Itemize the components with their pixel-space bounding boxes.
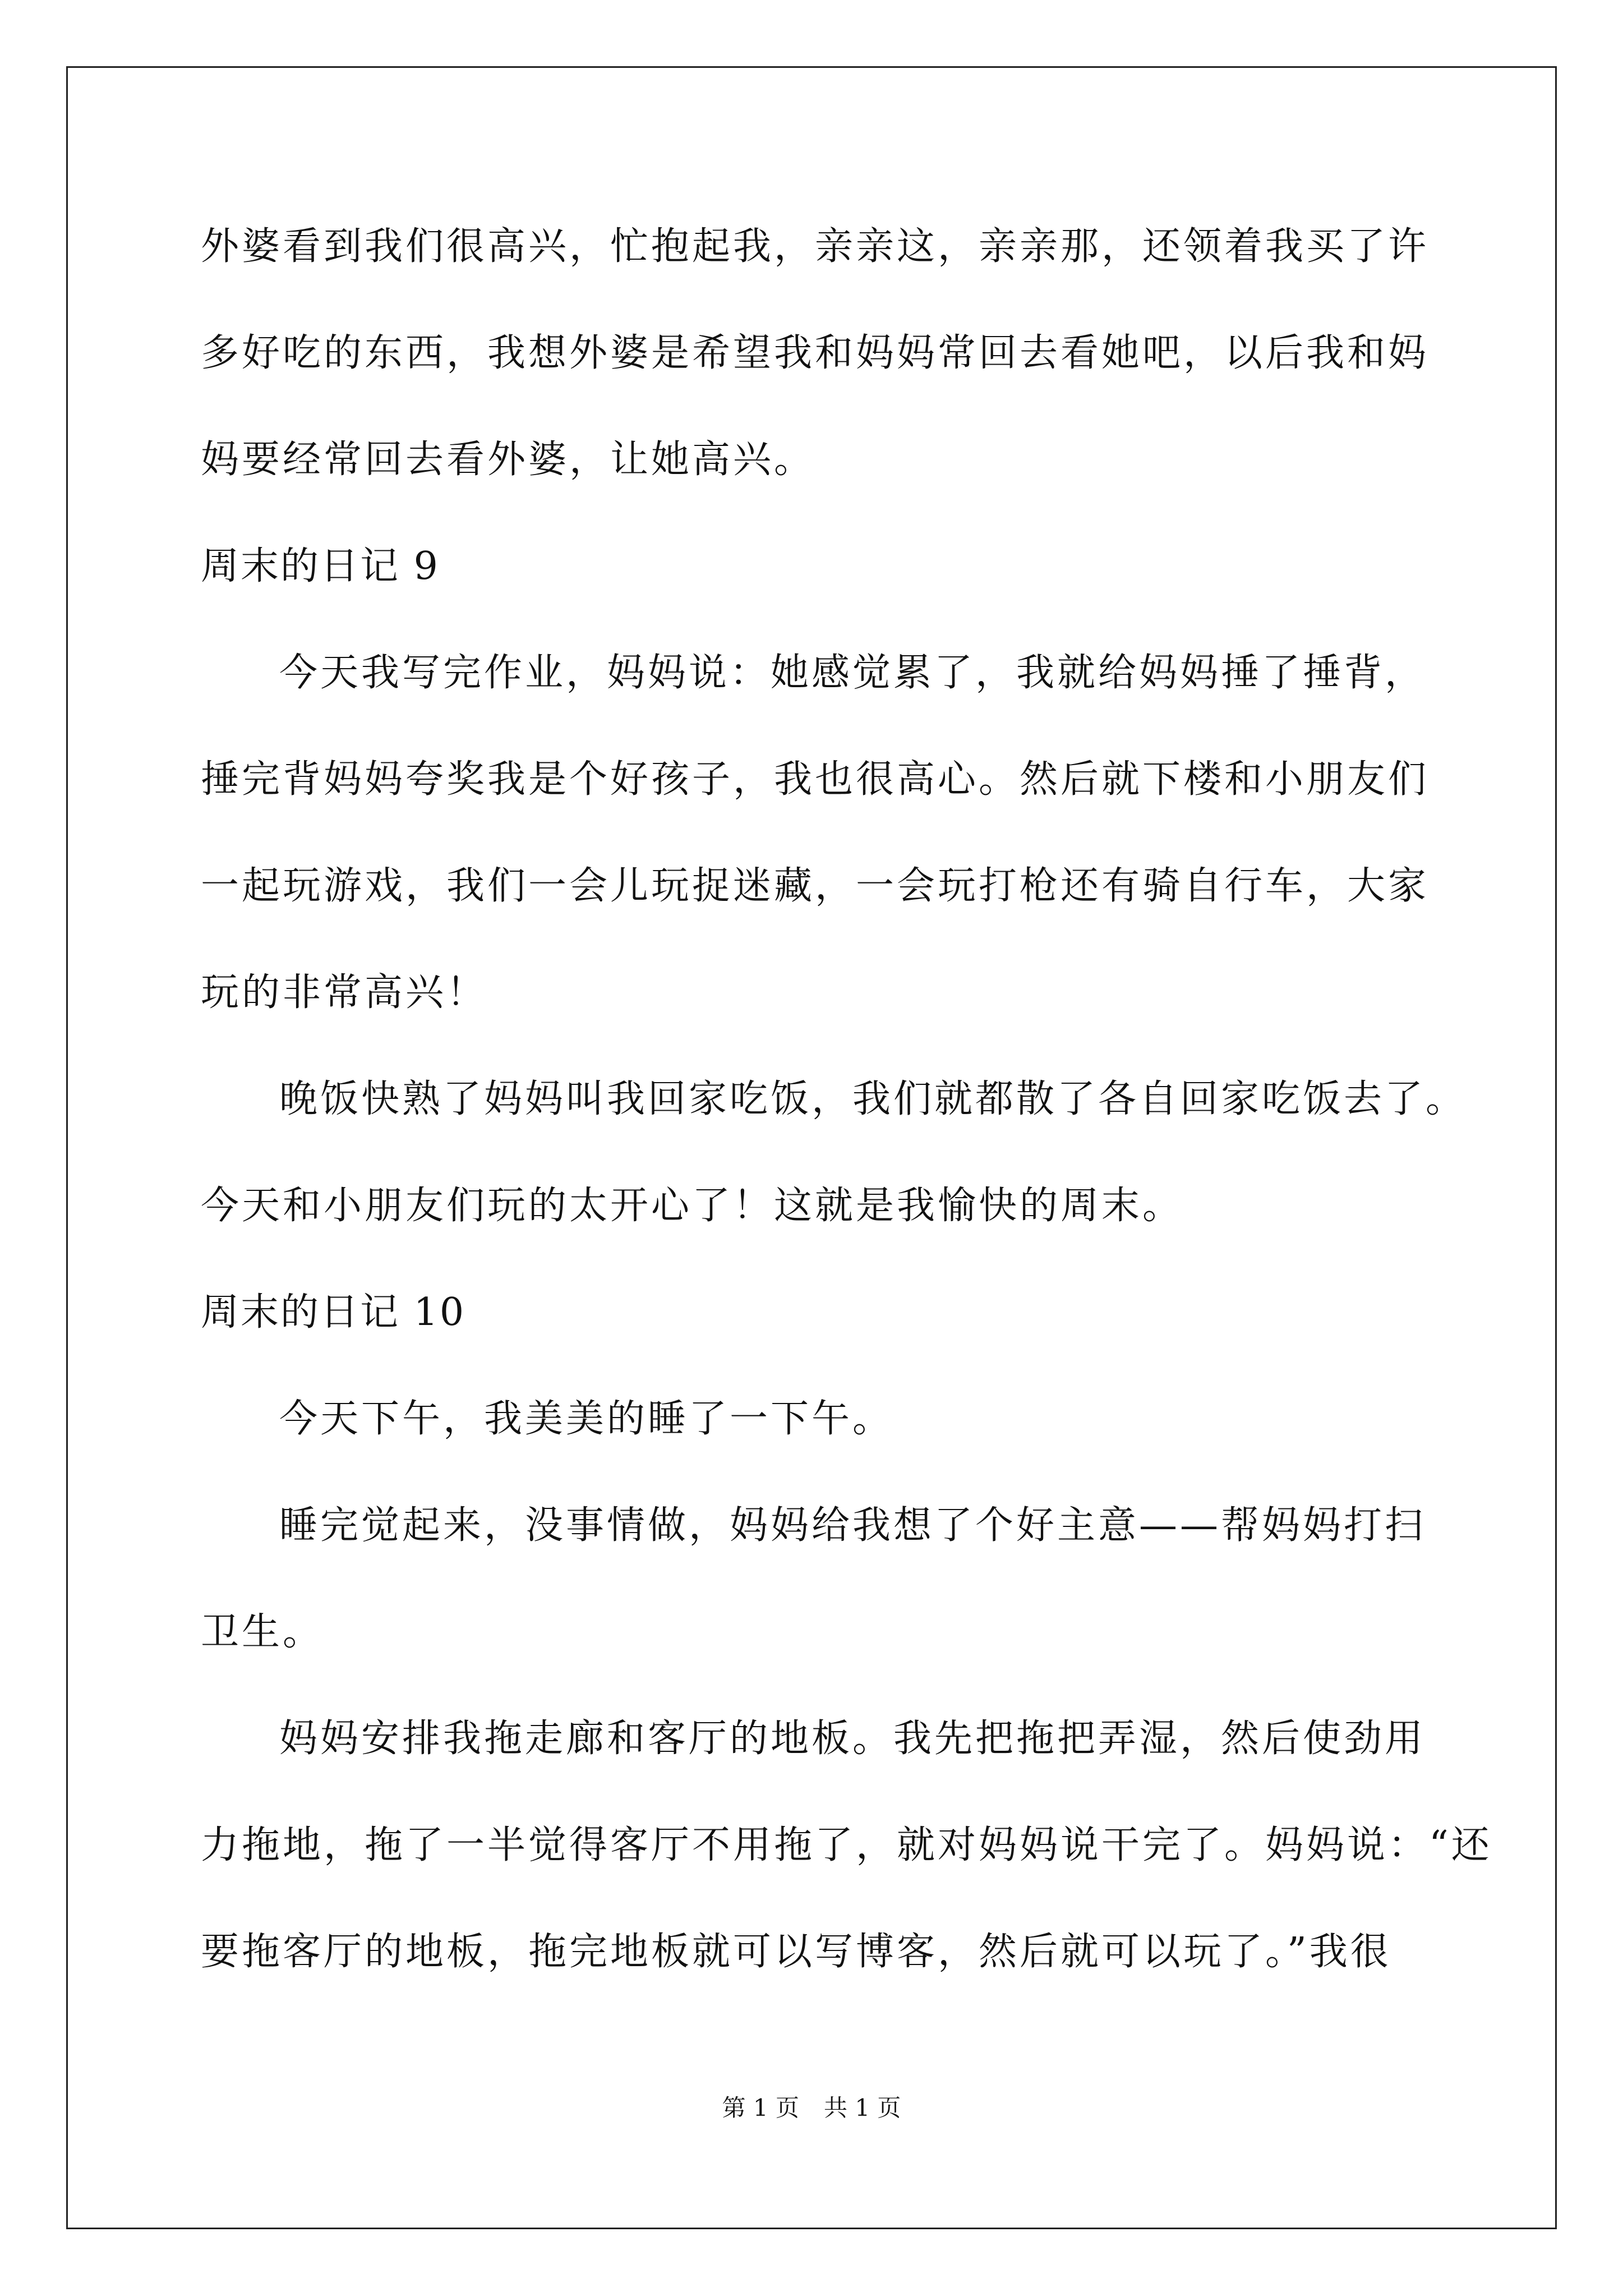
- page-total: 共 1 页: [824, 2094, 901, 2122]
- paragraph-line: 今天和小朋友们玩的太开心了！这就是我愉快的周末。: [201, 1184, 1184, 1228]
- paragraph-line: 多好吃的东西，我想外婆是希望我和妈妈常回去看她吧，以后我和妈: [201, 331, 1430, 375]
- paragraph-line: 今天下午，我美美的睡了一下午。: [279, 1397, 894, 1441]
- page-footer: [0, 2091, 1623, 2125]
- page-number: 第 1 页: [722, 2094, 799, 2122]
- paragraph-line: 外婆看到我们很高兴，忙抱起我，亲亲这，亲亲那，还领着我买了许: [201, 224, 1430, 269]
- paragraph-line: 妈要经常回去看外婆，让她高兴。: [201, 438, 815, 482]
- paragraph-line: 一起玩游戏，我们一会儿玩捉迷藏，一会玩打枪还有骑自行车，大家: [201, 864, 1430, 908]
- section-heading: 周末的日记 9: [201, 544, 440, 588]
- paragraph-line: 睡完觉起来，没事情做，妈妈给我想了个好主意——帮妈妈打扫: [279, 1503, 1426, 1548]
- document-body: [201, 219, 1492, 2031]
- paragraph-line: 玩的非常高兴！: [201, 970, 488, 1015]
- paragraph-line: 卫生。: [201, 1610, 324, 1654]
- paragraph-line: 今天我写完作业，妈妈说：她感觉累了，我就给妈妈捶了捶背，: [279, 651, 1426, 695]
- paragraph-line: 晚饭快熟了妈妈叫我回家吃饭，我们就都散了各自回家吃饭去了。: [279, 1077, 1467, 1121]
- section-heading: 周末的日记 10: [201, 1290, 466, 1335]
- paragraph-line: 力拖地，拖了一半觉得客厅不用拖了，就对妈妈说干完了。妈妈说：“还: [201, 1823, 1492, 1867]
- paragraph-line: 妈妈安排我拖走廊和客厅的地板。我先把拖把弄湿，然后使劲用: [279, 1717, 1426, 1761]
- paragraph-line: 要拖客厅的地板，拖完地板就可以写博客，然后就可以玩了。”我很: [201, 1930, 1391, 1974]
- paragraph-line: 捶完背妈妈夸奖我是个好孩子，我也很高心。然后就下楼和小朋友们: [201, 757, 1430, 802]
